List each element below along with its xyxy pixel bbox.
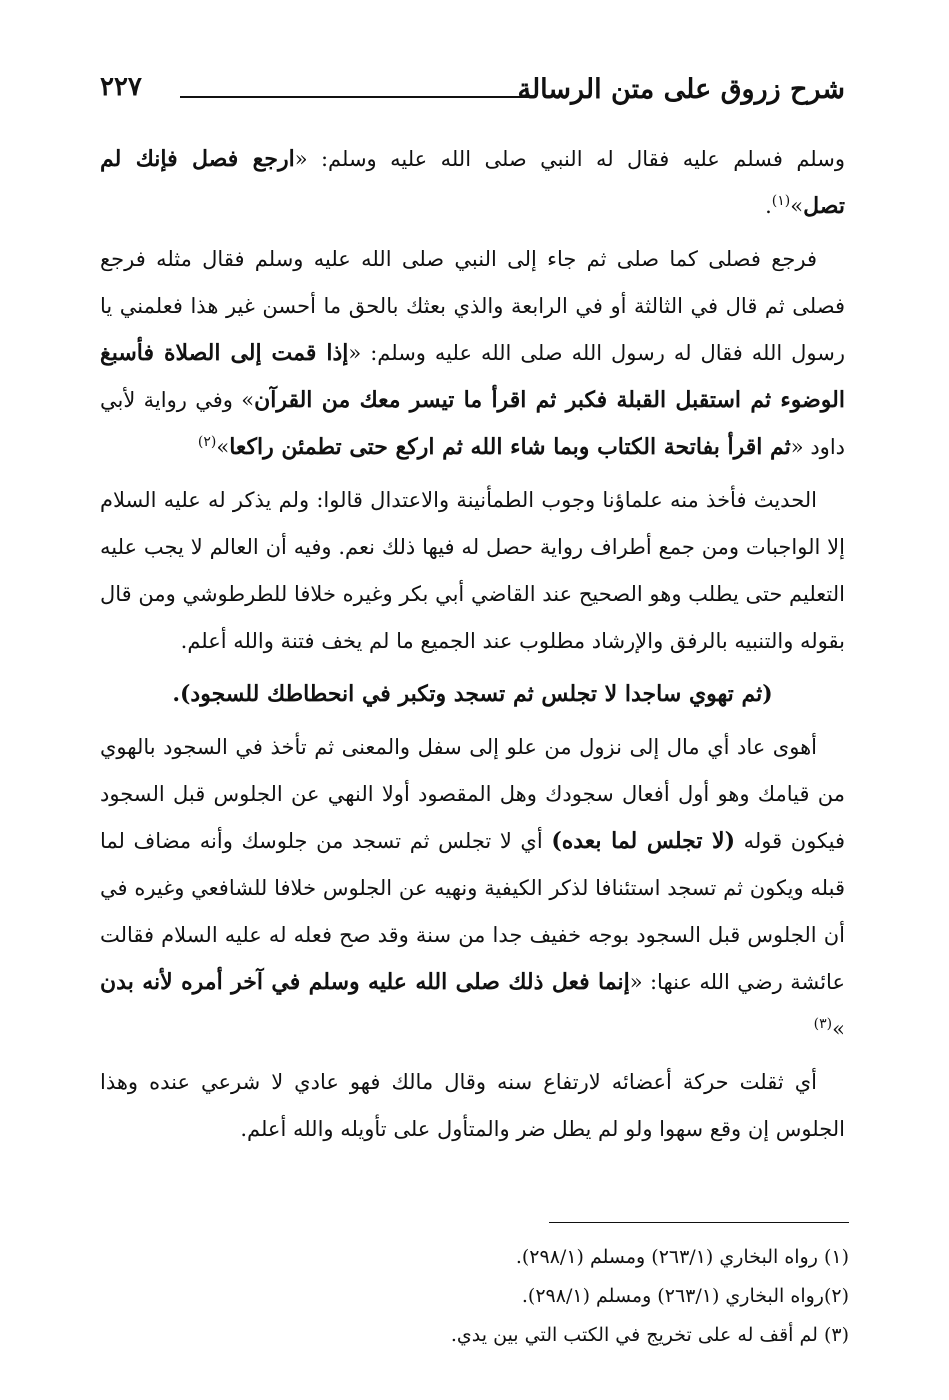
hadith-quote: ثم اقرأ بفاتحة الكتاب وبما شاء الله ثم اركع حتى تطمئن راكعا: [229, 434, 791, 460]
running-title: شرح زروق على متن الرسالة: [517, 74, 845, 105]
body-text: [100, 136, 845, 1159]
paragraph-4: [100, 724, 845, 1053]
footnote-1: (١) رواه البخاري (٢٦٣/١) ومسلم (٢٩٨/١).: [515, 1246, 849, 1268]
running-header: [100, 70, 845, 114]
footnote-separator: [549, 1222, 849, 1223]
header-rule: [180, 96, 535, 98]
hadith-quote: إذا قمت إلى الصلاة فأسبغ الوضوء ثم استقبل القبلة فكبر ثم اقرأ ما تيسر معك من القرآن: [100, 340, 845, 413]
hadith-quote: إنما فعل ذلك صلى الله عليه وسلم في آخر أمره لأنه بدن: [100, 969, 630, 995]
matn-quote: (لا تجلس لما بعده): [551, 828, 736, 854]
hadith-quote: ارجع فصل فإنك لم تصل: [100, 146, 845, 219]
paragraph-1: [100, 136, 845, 230]
footnote-marker-1[interactable]: (١): [771, 193, 791, 209]
text-run: وسلم فسلم عليه فقال له النبي صلى الله عليه وسلم: «: [294, 147, 845, 171]
text-run: »: [832, 1017, 845, 1041]
text-run: »: [216, 435, 230, 459]
footnote-2: (٢)رواه البخاري (٢٦٣/١) ومسلم (٢٩٨/١).: [521, 1285, 849, 1307]
footnotes: [104, 1238, 849, 1355]
footnote-marker-3[interactable]: (٣): [813, 1016, 833, 1032]
page-number: ٢٢٧: [100, 72, 142, 102]
text-run: » وفي رواية لأبي داود «: [100, 388, 845, 459]
paragraph-5: أي ثقلت حركة أعضائه لارتفاع سنه وقال مالك فهو عادي لا شرعي عنده وهذا الجلوس إن وقع سهوا ولو لم يطل ضر والمتأول على تأويله والله أعلم.: [100, 1070, 845, 1141]
text-run: فرجع فصلى كما صلى ثم جاء إلى النبي صلى الله عليه وسلم فقال مثله فرجع فصلى ثم قال في الثالثة أو في الرابعة والذي بعثك بالحق ما أحسن غير هذا فعلمني يا رسول الله فقال له رسول الله صلى الله عليه وسلم: «: [100, 247, 845, 365]
text-run: أهوى عاد أي مال إلى نزول من علو إلى سفل والمعنى ثم تأخذ في السجود بالهوي من قيامك وهو أول أفعال سجودك وهل المقصود أولا النهي عن الجلوس قبل السجود فيكون قوله: [100, 735, 846, 853]
paragraph-2: [100, 236, 845, 471]
matn-heading: (ثم تهوي ساجدا لا تجلس ثم تسجد وتكبر في انحطاطك للسجود).: [172, 681, 773, 707]
footnote-3: (٣) لم أقف له على تخريج في الكتب التي بين يدي.: [450, 1324, 849, 1346]
text-run: أي لا تجلس ثم تسجد من جلوسك وأنه مضاف لما قبله ويكون ثم تسجد استئنافا لذكر الكيفية ونهيه عن الجلوس خلافا للشافعي وغيره في أن الجلوس قبل السجود بوجه خفيف جدا من سنة وقد صح فعله له عليه السلام فقالت عائشة رضي الله عنها: «: [100, 829, 845, 994]
paragraph-3: الحديث فأخذ منه علماؤنا وجوب الطمأنينة والاعتدال قالوا: ولم يذكر له عليه السلام إلا الواجبات ومن جمع أطراف رواية حصل له فيها ذلك نعم. وفيه أن العالم لا يجب عليه التعليم حتى يطلب وهو الصحيح عند القاضي أبي بكر وغيره خلافا للطرطوشي ومن قال بقوله والتنبيه بالرفق والإرشاد مطلوب عند الجميع ما لم يخف فتنة والله أعلم.: [100, 488, 845, 653]
text-run: .: [765, 194, 772, 218]
text-run: »: [790, 194, 804, 218]
footnote-marker-2[interactable]: (٢): [197, 434, 217, 450]
